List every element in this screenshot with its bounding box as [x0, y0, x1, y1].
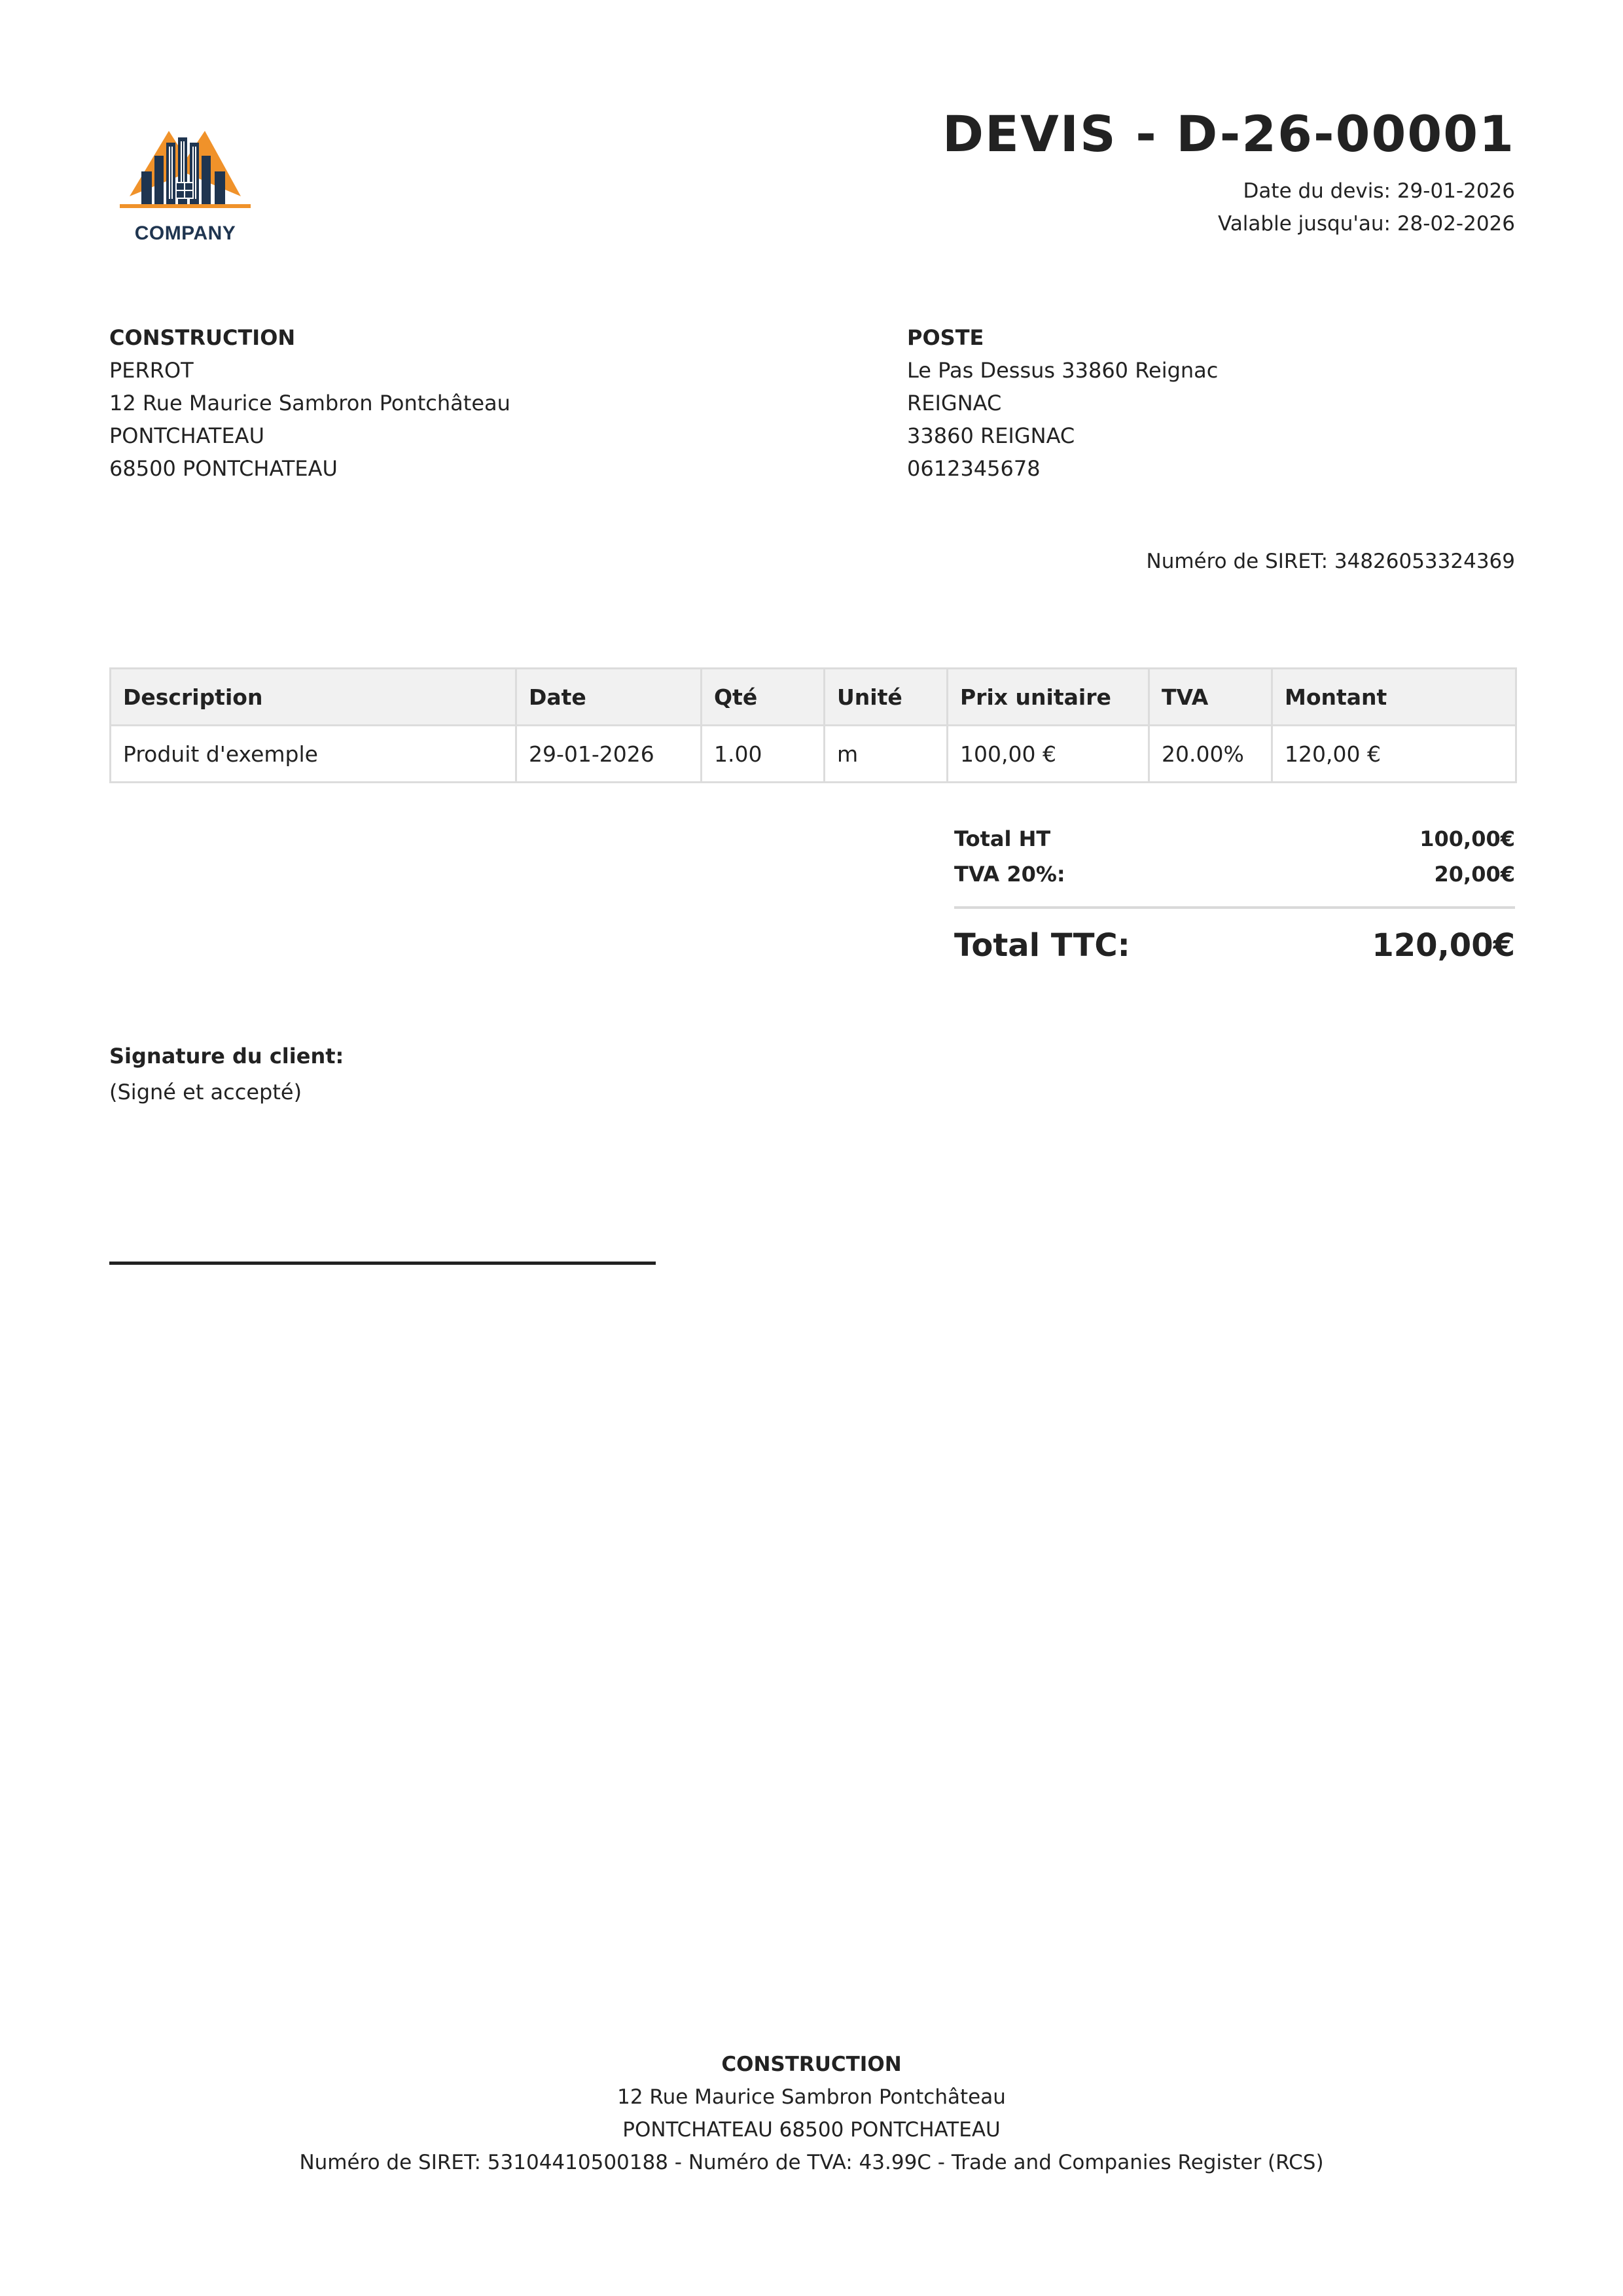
table-row: [111, 726, 1516, 783]
recipient-line: 0612345678: [907, 456, 1041, 481]
total-ht-label: Total HT: [954, 826, 1051, 851]
signature-note: (Signé et accepté): [109, 1080, 302, 1104]
total-ttc-value: 120,00€: [1372, 927, 1515, 964]
cell-vat: 20.00%: [1149, 726, 1272, 783]
column-header: Qté: [702, 669, 825, 726]
column-header: Montant: [1272, 669, 1516, 726]
document-title: DEVIS - D-26-00001: [942, 105, 1515, 163]
column-header: TVA: [1149, 669, 1272, 726]
totals-divider: [954, 906, 1515, 909]
sender-line: PONTCHATEAU: [109, 423, 264, 448]
cell-quantity: 1.00: [702, 726, 825, 783]
total-ht-value: 100,00€: [1419, 826, 1515, 851]
footer-company-name: CONSTRUCTION: [721, 2053, 902, 2076]
sender-line: PERROT: [109, 358, 194, 383]
footer-address: 12 Rue Maurice Sambron Pontchâteau: [617, 2085, 1006, 2109]
footer-city: PONTCHATEAU 68500 PONTCHATEAU: [622, 2118, 1001, 2142]
company-logo-text: COMPANY: [134, 222, 236, 244]
tva-value: 20,00€: [1434, 862, 1515, 887]
company-logo-icon: [116, 124, 254, 222]
total-ttc-row: [954, 927, 1515, 964]
column-header: Description: [111, 669, 516, 726]
sender-address: [109, 321, 510, 485]
recipient-line: Le Pas Dessus 33860 Reignac: [907, 358, 1219, 383]
total-ht-row: [954, 821, 1515, 857]
cell-amount: 120,00 €: [1272, 726, 1516, 783]
cell-description: Produit d'exemple: [111, 726, 516, 783]
signature-line: [109, 1262, 656, 1265]
tva-row: [954, 857, 1515, 892]
recipient-line: 33860 REIGNAC: [907, 423, 1075, 448]
recipient-line: REIGNAC: [907, 391, 1002, 415]
cell-unit-price: 100,00 €: [948, 726, 1149, 783]
tva-label: TVA 20%:: [954, 862, 1065, 887]
table-header-row: [111, 669, 1516, 726]
client-siret: Numéro de SIRET: 34826053324369: [1146, 550, 1515, 573]
page-footer: [0, 2048, 1623, 2179]
total-ttc-label: Total TTC:: [954, 927, 1130, 964]
items-table: [109, 667, 1517, 783]
cell-unit: m: [825, 726, 948, 783]
column-header: Unité: [825, 669, 948, 726]
signature-label: Signature du client:: [109, 1044, 344, 1069]
column-header: Date: [516, 669, 702, 726]
sender-line: 12 Rue Maurice Sambron Pontchâteau: [109, 391, 510, 415]
column-header: Prix unitaire: [948, 669, 1149, 726]
sender-name: CONSTRUCTION: [109, 325, 296, 350]
recipient-name: POSTE: [907, 325, 984, 350]
valid-until-date: Valable jusqu'au: 28-02-2026: [1218, 212, 1515, 236]
sender-line: 68500 PONTCHATEAU: [109, 456, 338, 481]
totals-block: [954, 821, 1515, 964]
cell-date: 29-01-2026: [516, 726, 702, 783]
quote-date: Date du devis: 29-01-2026: [1243, 179, 1515, 203]
recipient-address: [907, 321, 1218, 485]
footer-legal: Numéro de SIRET: 53104410500188 - Numéro de TVA: 43.99C - Trade and Companies Register (RCS): [299, 2151, 1324, 2174]
